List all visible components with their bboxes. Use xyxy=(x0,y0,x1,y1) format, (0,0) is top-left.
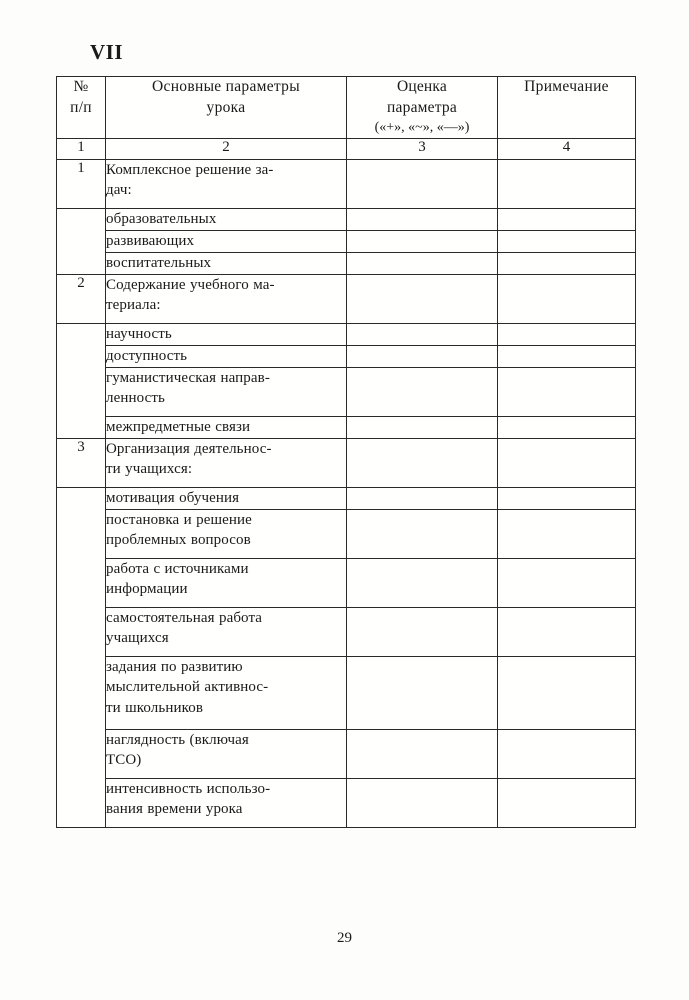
row-remark-cell[interactable] xyxy=(498,607,636,656)
row-parameter-cell: постановка и решение проблемных вопросов xyxy=(106,509,347,558)
row-evaluation-cell[interactable] xyxy=(347,159,498,208)
row-evaluation-cell[interactable] xyxy=(347,367,498,416)
row-parameter-cell: мотивация обучения xyxy=(106,487,347,509)
row-parameter-cell: научность xyxy=(106,323,347,345)
header-number-line2: п/п xyxy=(70,98,92,116)
row-index-cell xyxy=(57,367,106,416)
table-row xyxy=(57,558,636,607)
row-parameter-cell: самостоятельная работа учащихся xyxy=(106,607,347,656)
row-remark-cell[interactable] xyxy=(498,274,636,323)
lesson-evaluation-table xyxy=(56,76,636,828)
row-parameter-cell: образовательных xyxy=(106,208,347,230)
header-parameters-line2: урока xyxy=(206,98,246,116)
row-index-cell: 2 xyxy=(57,274,106,323)
table-row xyxy=(57,323,636,345)
row-parameter-cell: доступность xyxy=(106,345,347,367)
row-parameter-cell: Организация деятельнос- ти учащихся: xyxy=(106,438,347,487)
row-index-cell xyxy=(57,558,106,607)
row-parameter-cell: работа с источниками информации xyxy=(106,558,347,607)
column-number-3: 3 xyxy=(347,138,498,159)
header-number-line1: № xyxy=(73,78,89,95)
row-index-cell xyxy=(57,487,106,509)
table-row xyxy=(57,656,636,729)
header-evaluation-line2: параметра xyxy=(387,98,457,116)
row-evaluation-cell[interactable] xyxy=(347,208,498,230)
row-index-cell xyxy=(57,729,106,778)
header-cell-remark xyxy=(498,77,636,139)
row-remark-cell[interactable] xyxy=(498,416,636,438)
header-cell-evaluation xyxy=(347,77,498,139)
row-evaluation-cell[interactable] xyxy=(347,230,498,252)
row-index-cell: 3 xyxy=(57,438,106,487)
row-remark-cell[interactable] xyxy=(498,323,636,345)
row-evaluation-cell[interactable] xyxy=(347,345,498,367)
table-row xyxy=(57,778,636,827)
row-parameter-cell: наглядность (включая ТСО) xyxy=(106,729,347,778)
table-row xyxy=(57,367,636,416)
row-evaluation-cell[interactable] xyxy=(347,274,498,323)
row-parameter-cell: развивающих xyxy=(106,230,347,252)
row-parameter-cell: воспитательных xyxy=(106,252,347,274)
table-header-row xyxy=(57,77,636,139)
table-row xyxy=(57,487,636,509)
header-remark-label: Примечание xyxy=(524,78,609,95)
column-number-1: 1 xyxy=(57,138,106,159)
row-evaluation-cell[interactable] xyxy=(347,656,498,729)
table-row xyxy=(57,274,636,323)
page-number: 29 xyxy=(337,930,352,946)
row-parameter-cell: интенсивность использо- вания времени урока xyxy=(106,778,347,827)
table-row xyxy=(57,230,636,252)
row-remark-cell[interactable] xyxy=(498,367,636,416)
row-index-cell: 1 xyxy=(57,159,106,208)
table-row xyxy=(57,729,636,778)
row-remark-cell[interactable] xyxy=(498,230,636,252)
row-evaluation-cell[interactable] xyxy=(347,607,498,656)
row-index-cell xyxy=(57,416,106,438)
row-evaluation-cell[interactable] xyxy=(347,729,498,778)
row-remark-cell[interactable] xyxy=(498,778,636,827)
column-number-4: 4 xyxy=(498,138,636,159)
row-evaluation-cell[interactable] xyxy=(347,509,498,558)
row-remark-cell[interactable] xyxy=(498,729,636,778)
row-evaluation-cell[interactable] xyxy=(347,558,498,607)
row-evaluation-cell[interactable] xyxy=(347,323,498,345)
row-remark-cell[interactable] xyxy=(498,252,636,274)
row-parameter-cell: межпредметные связи xyxy=(106,416,347,438)
table-row xyxy=(57,345,636,367)
header-cell-parameters xyxy=(106,77,347,139)
header-evaluation-symbols: («+», «~», «—») xyxy=(374,120,470,136)
header-parameters-line1: Основные параметры xyxy=(152,78,300,95)
table-row xyxy=(57,509,636,558)
table-row xyxy=(57,416,636,438)
table-row xyxy=(57,159,636,208)
row-evaluation-cell[interactable] xyxy=(347,252,498,274)
row-evaluation-cell[interactable] xyxy=(347,416,498,438)
row-parameter-cell: Содержание учебного ма- териала: xyxy=(106,274,347,323)
row-remark-cell[interactable] xyxy=(498,208,636,230)
header-cell-number xyxy=(57,77,106,139)
row-remark-cell[interactable] xyxy=(498,345,636,367)
table-row xyxy=(57,607,636,656)
row-remark-cell[interactable] xyxy=(498,509,636,558)
row-remark-cell[interactable] xyxy=(498,159,636,208)
row-index-cell xyxy=(57,778,106,827)
header-evaluation-line1: Оценка xyxy=(396,78,448,95)
row-index-cell xyxy=(57,345,106,367)
table-row xyxy=(57,208,636,230)
table-row xyxy=(57,252,636,274)
column-number-row xyxy=(57,138,636,159)
row-index-cell xyxy=(57,607,106,656)
row-index-cell xyxy=(57,230,106,252)
row-parameter-cell: задания по развитию мыслительной активнос- ти школьников xyxy=(106,656,347,729)
row-parameter-cell: Комплексное решение за- дач: xyxy=(106,159,347,208)
row-remark-cell[interactable] xyxy=(498,438,636,487)
table-row xyxy=(57,438,636,487)
row-remark-cell[interactable] xyxy=(498,558,636,607)
row-remark-cell[interactable] xyxy=(498,656,636,729)
section-numeral-heading: VII xyxy=(90,40,124,64)
row-index-cell xyxy=(57,656,106,729)
row-index-cell xyxy=(57,252,106,274)
row-index-cell xyxy=(57,208,106,230)
row-remark-cell[interactable] xyxy=(498,487,636,509)
row-evaluation-cell[interactable] xyxy=(347,438,498,487)
row-evaluation-cell[interactable] xyxy=(347,487,498,509)
column-number-2: 2 xyxy=(106,138,347,159)
row-index-cell xyxy=(57,509,106,558)
row-evaluation-cell[interactable] xyxy=(347,778,498,827)
row-parameter-cell: гуманистическая направ- ленность xyxy=(106,367,347,416)
row-index-cell xyxy=(57,323,106,345)
